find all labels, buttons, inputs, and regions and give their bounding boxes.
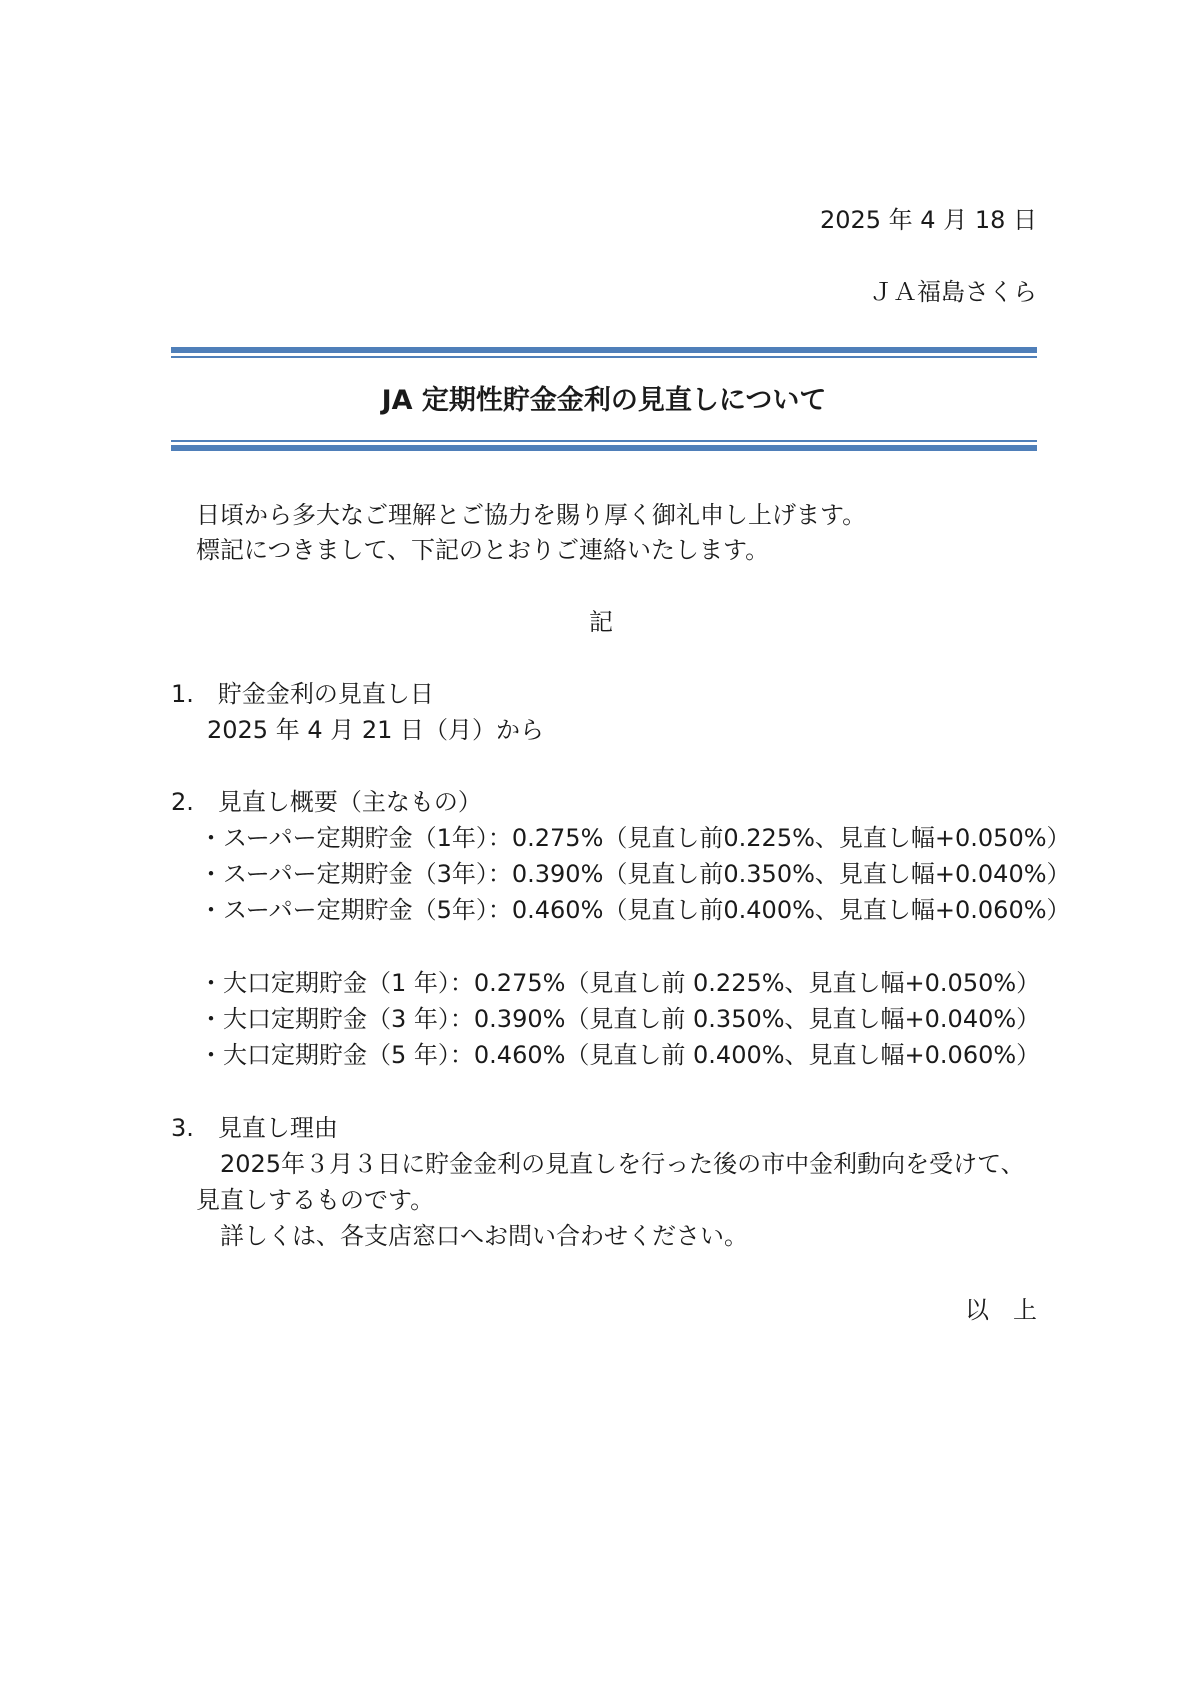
section-3-line-1: 2025年３月３日に貯金金利の見直しを行った後の市中金利動向を受けて、: [220, 1150, 1025, 1178]
closing: 以 上: [965, 1296, 1037, 1324]
date: 2025 年 4 月 18 日: [819, 206, 1037, 234]
super-item-3: ・スーパー定期貯金（3年）：0.390%（見直し前0.350%、見直し幅+0.040%）: [199, 860, 1071, 888]
ookuchi-item-5: ・大口定期貯金（5 年）：0.460%（見直し前 0.400%、見直し幅+0.060%）: [199, 1041, 1041, 1069]
section-2-heading: 2. 見直し概要（主なもの）: [171, 788, 482, 816]
intro-line-1: 日頃から多大なご理解とご協力を賜り厚く御礼申し上げます。: [196, 501, 867, 529]
title-top-rule: [171, 347, 1037, 358]
ookuchi-item-1: ・大口定期貯金（1 年）：0.275%（見直し前 0.225%、見直し幅+0.050%）: [199, 969, 1041, 997]
page-title: JA 定期性貯金金利の見直しについて: [381, 385, 827, 416]
section-1-heading: 1. 貯金金利の見直し日: [171, 680, 434, 708]
title-bottom-rule: [171, 440, 1037, 451]
super-item-1: ・スーパー定期貯金（1年）：0.275%（見直し前0.225%、見直し幅+0.050%）: [199, 824, 1071, 852]
section-3-line-2: 見直しするものです。: [196, 1186, 435, 1214]
ookuchi-item-3: ・大口定期貯金（3 年）：0.390%（見直し前 0.350%、見直し幅+0.040%）: [199, 1005, 1041, 1033]
intro-line-2: 標記につきまして、下記のとおりご連絡いたします。: [196, 536, 770, 564]
section-1-body: 2025 年 4 月 21 日（月）から: [207, 716, 545, 744]
ki-marker: 記: [589, 608, 613, 636]
section-3-heading: 3. 見直し理由: [171, 1114, 338, 1142]
super-item-5: ・スーパー定期貯金（5年）：0.460%（見直し前0.400%、見直し幅+0.060%）: [199, 896, 1071, 924]
section-3-line-3: 詳しくは、各支店窓口へお問い合わせください。: [220, 1222, 748, 1250]
issuer: ＪＡ福島さくら: [869, 278, 1037, 306]
